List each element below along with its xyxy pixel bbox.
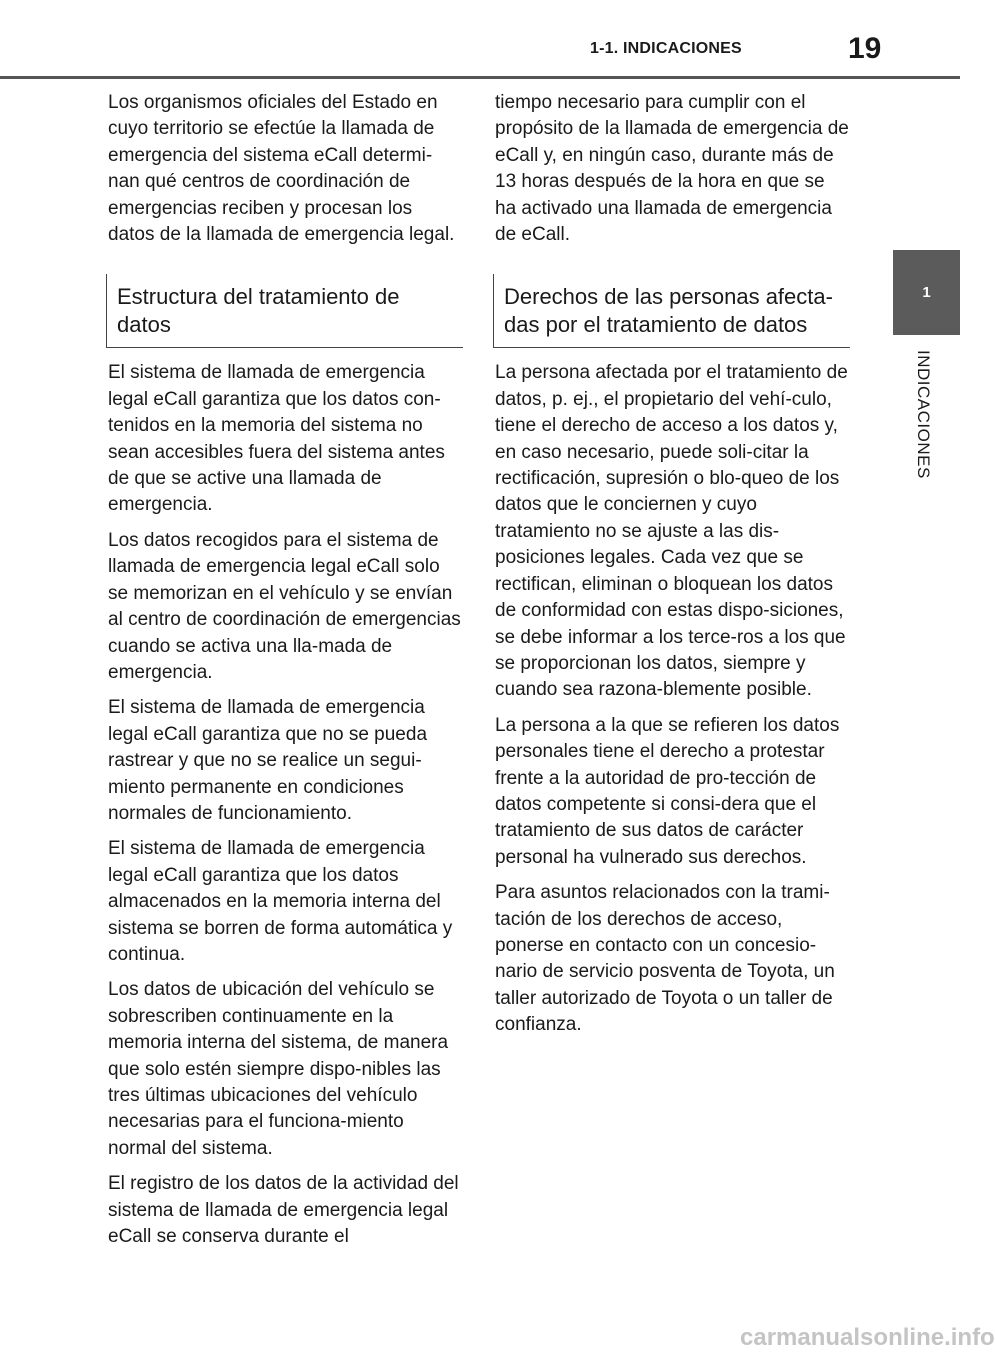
header-divider	[0, 76, 960, 79]
body-paragraph: El sistema de llamada de emergencia legal eCall garantiza que los datos con-tenidos en la memoria del sistema no sean accesibles fuera del sistema antes de que se active una llamada de emergencia.	[108, 362, 445, 516]
body-paragraph: La persona afectada por el tratamiento de datos, p. ej., el propietario del vehí-culo, tiene el derecho de acceso a los datos y, en caso necesario, puede soli-citar la rectificación, supresión o blo-queo de los datos que le conciernen y cuyo tratamiento no se ajuste a las dis-posiciones legales. Cada vez que se rectifican, eliminan o bloquean los datos de conformidad con estas dispo-siciones, se debe informar a los terce-ros a los que se proporcionan los datos, siempre y cuando sea razona-blemente posible.	[495, 362, 848, 701]
body-paragraph: La persona a la que se refieren los datos personales tiene el derecho a protestar frente a la autoridad de pro-tección de datos competente si consi-dera que el tratamiento de sus datos de carácter personal ha vulnerado sus derechos.	[495, 714, 840, 868]
body-paragraph: El registro de los datos de la actividad del sistema de llamada de emergencia legal eCall se conserva durante el	[108, 1173, 459, 1248]
right-column	[495, 90, 850, 1048]
body-paragraph: Los datos recogidos para el sistema de llamada de emergencia legal eCall solo se memorizan en el vehículo y se envían al centro de coordinación de emergencias cuando se activa una lla-mada de emergencia.	[108, 529, 461, 683]
section-heading-data-structure: Estructura del tratamiento de datos	[106, 274, 463, 348]
intro-paragraph: Los organismos oficiales del Estado en cuyo territorio se efectúe la llamada de emergencia del sistema eCall determi-nan qué centros de coordinación de emergencias reciben y procesan los datos de la llamada de emergencia legal.	[108, 92, 455, 246]
watermark: carmanualsonline.info	[740, 1324, 995, 1351]
body-paragraph: El sistema de llamada de emergencia legal eCall garantiza que los datos almacenados en la memoria interna del sistema se borren de forma automática y continua.	[108, 838, 453, 965]
chapter-tab[interactable]	[893, 250, 960, 335]
body-paragraph: Para asuntos relacionados con la trami-tación de los derechos de acceso, ponerse en contacto con un concesio-nario de servicio posventa de Toyota, un taller autorizado de Toyota o un taller de confianza.	[495, 882, 835, 1036]
body-paragraph: El sistema de llamada de emergencia legal eCall garantiza que no se pueda rastrear y que no se realice un segui-miento permanente en condiciones normales de funcionamiento.	[108, 697, 428, 824]
body-paragraph: Los datos de ubicación del vehículo se sobrescriben continuamente en la memoria interna del sistema, de manera que solo estén siempre dispo-nibles las tres últimas ubicaciones del vehículo necesarias para el funciona-miento normal del sistema.	[108, 979, 449, 1159]
chapter-tab-number: 1	[922, 284, 931, 301]
continuation-paragraph: tiempo necesario para cumplir con el propósito de la llamada de emergencia de eCall y, en ningún caso, durante más de 13 horas después de la hora en que se ha activado una llamada de emergencia de eCall.	[495, 92, 849, 246]
section-heading-rights: Derechos de las personas afecta-das por el tratamiento de datos	[493, 274, 850, 348]
running-header-title: 1-1. INDICACIONES	[590, 40, 742, 57]
left-column	[108, 90, 463, 1259]
page-number: 19	[848, 32, 882, 65]
chapter-tab-label: INDICACIONES	[914, 350, 933, 479]
